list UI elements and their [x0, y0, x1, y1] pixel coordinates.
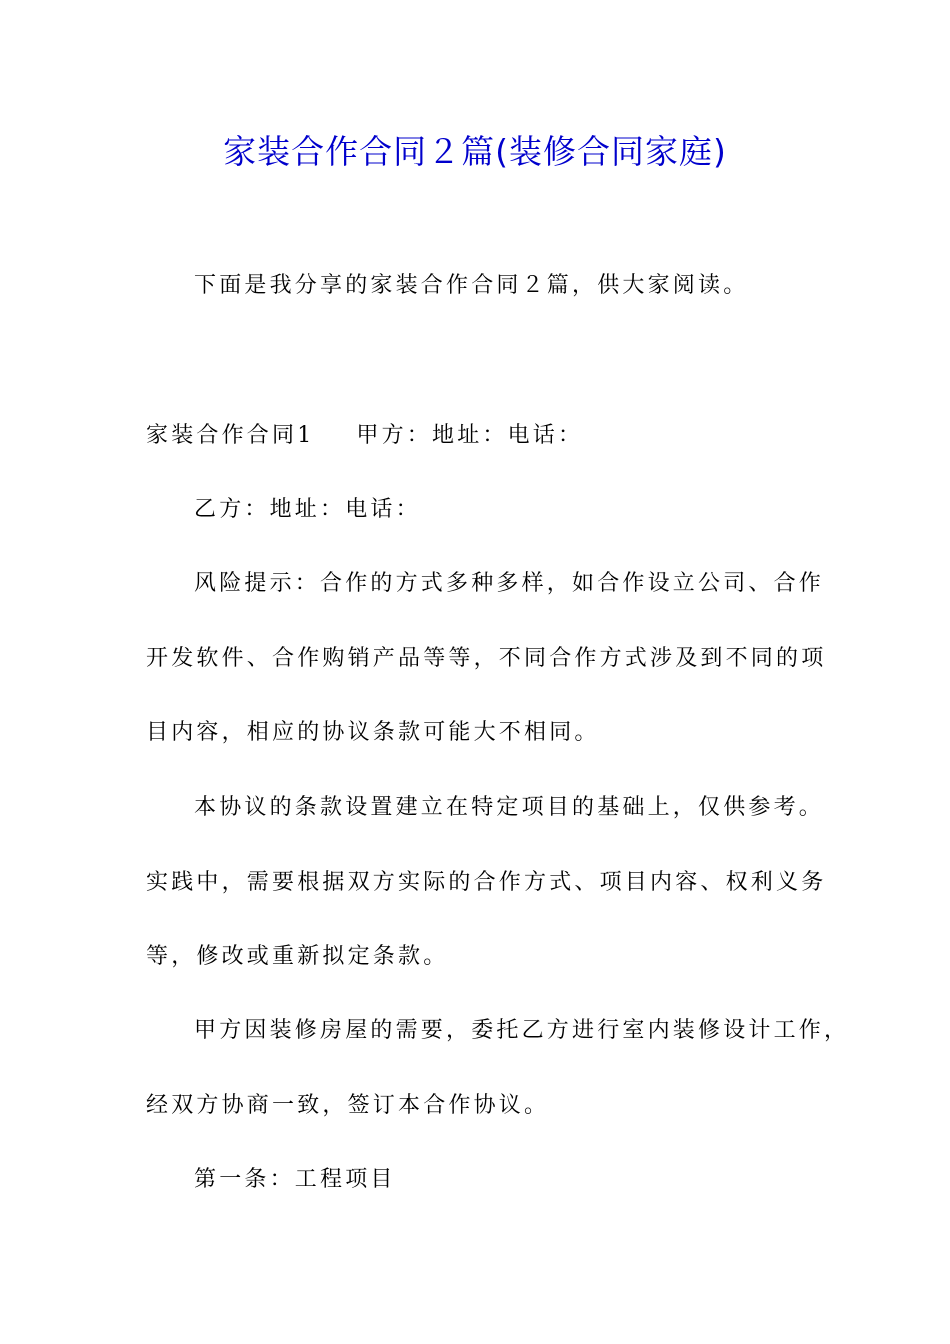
paragraph-line: 风险提示：合作的方式多种多样，如合作设立公司、合作: [194, 571, 825, 596]
paragraph-line: 实践中，需要根据双方实际的合作方式、项目内容、权利义务: [146, 870, 827, 895]
paragraph-line: 本协议的条款设置建立在特定项目的基础上，仅供参考。: [194, 795, 825, 820]
document-title: 家装合作合同２篇(装修合同家庭): [223, 132, 727, 171]
party-a-info: 甲方：地址：电话：: [356, 423, 584, 448]
party-b-info: 乙方：地址：电话：: [194, 497, 421, 522]
contract-heading-line: [146, 421, 583, 451]
paragraph-line: 经双方协商一致，签订本合作协议。: [146, 1093, 550, 1118]
article-heading: 第一条：工程项目: [194, 1167, 396, 1192]
paragraph-line: 等，修改或重新拟定条款。: [146, 944, 449, 969]
paragraph-line: 目内容，相应的协议条款可能大不相同。: [146, 720, 600, 745]
intro-line: 下面是我分享的家装合作合同２篇，供大家阅读。: [194, 273, 749, 298]
paragraph-line: 甲方因装修房屋的需要，委托乙方进行室内装修设计工作，: [194, 1018, 850, 1043]
paragraph-line: 开发软件、合作购销产品等等，不同合作方式涉及到不同的项: [146, 646, 827, 671]
contract-heading: 家装合作合同1: [146, 423, 315, 448]
